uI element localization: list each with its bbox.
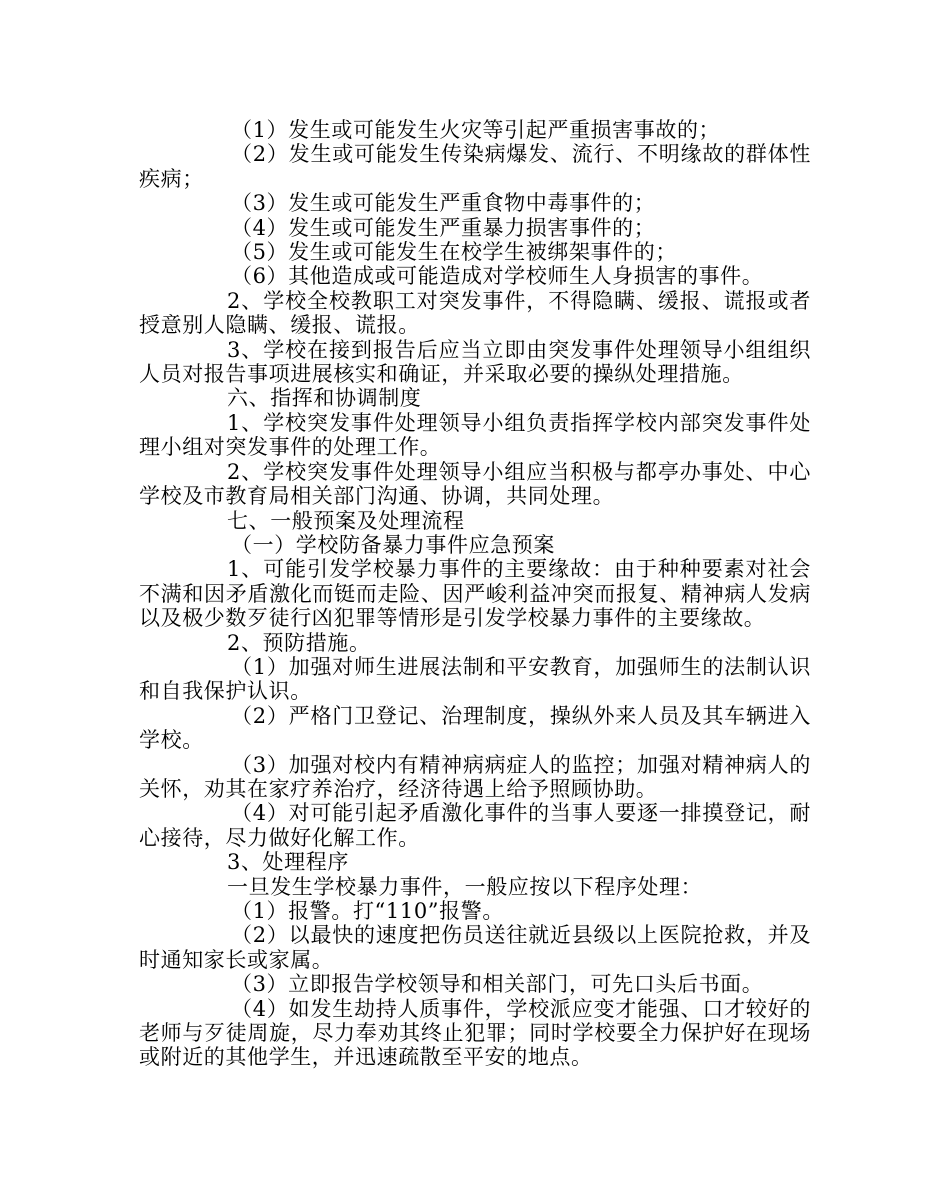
paragraph: （2）严格门卫登记、治理制度，操纵外来人员及其车辆进入学校。 — [139, 703, 811, 753]
paragraph: （6）其他造成或可能造成对学校师生人身损害的事件。 — [231, 264, 764, 289]
paragraph: 2、学校突发事件处理领导小组应当积极与都亭办事处、中心学校及市教育局相关部门沟通、协调，共同处理。 — [139, 459, 811, 509]
paragraph: 3、学校在接到报告后应当立即由突发事件处理领导小组组织人员对报告事项进展核实和确证，并采取必要的操纵处理措施。 — [139, 337, 811, 387]
paragraph: （2）发生或可能发生传染病爆发、流行、不明缘故的群体性疾病； — [139, 142, 811, 191]
paragraph: 1、可能引发学校暴力事件的主要缘故：由于种种要素对社会不满和因矛盾激化而铤而走险、因严峻利益冲突而报复、精神病人发病以及极少数歹徒行凶犯罪等情形是引发学校暴力事件的主要缘故。 — [139, 557, 811, 631]
paragraph: （3）发生或可能发生严重食物中毒事件的； — [231, 191, 656, 216]
paragraph: （4）如发生劫持人质事件，学校派应变才能强、口才较好的老师与歹徒周旋，尽力奉劝其终止犯罪；同时学校要全力保护好在现场或附近的其他学生，并迅速疏散至平安的地点。 — [139, 996, 811, 1070]
paragraph: （3）加强对校内有精神病病症人的监控；加强对精神病人的关怀，劝其在家疗养治疗，经济待遇上给予照顾协助。 — [139, 752, 811, 801]
paragraph: （1）发生或可能发生火灾等引起严重损害事故的； — [231, 118, 721, 142]
paragraph: （4）对可能引起矛盾激化事件的当事人要逐一排摸登记，耐心接待，尽力做好化解工作。 — [139, 801, 811, 850]
paragraph: 一旦发生学校暴力事件，一般应按以下程序处理： — [227, 874, 703, 899]
paragraph: 2、学校全校教职工对突发事件，不得隐瞒、缓报、谎报或者授意别人隐瞒、缓报、谎报。 — [139, 288, 811, 338]
paragraph: （5）发生或可能发生在校学生被绑架事件的； — [231, 240, 677, 265]
paragraph: （3）立即报告学校领导和相关部门，可先口头后书面。 — [231, 972, 764, 997]
paragraph: 1、学校突发事件处理领导小组负责指挥学校内部突发事件处理小组对突发事件的处理工作。 — [139, 410, 811, 460]
section-heading: 七、一般预案及处理流程 — [227, 508, 465, 533]
paragraph: 2、预防措施。 — [227, 630, 371, 655]
paragraph: （1）报警。打“110”报警。 — [231, 899, 504, 923]
paragraph: 3、处理程序 — [227, 850, 349, 875]
paragraph: （1）加强对师生进展法制和平安教育，加强师生的法制认识和自我保护认识。 — [139, 654, 811, 704]
section-heading: 六、指挥和协调制度 — [227, 386, 422, 411]
paragraph: （4）发生或可能发生严重暴力损害事件的； — [231, 215, 656, 240]
paragraph: （2）以最快的速度把伤员送往就近县级以上医院抢救，并及时通知家长或家属。 — [139, 923, 811, 972]
subsection-heading: （一）学校防备暴力事件应急预案 — [231, 532, 555, 557]
document-body — [139, 118, 811, 1070]
